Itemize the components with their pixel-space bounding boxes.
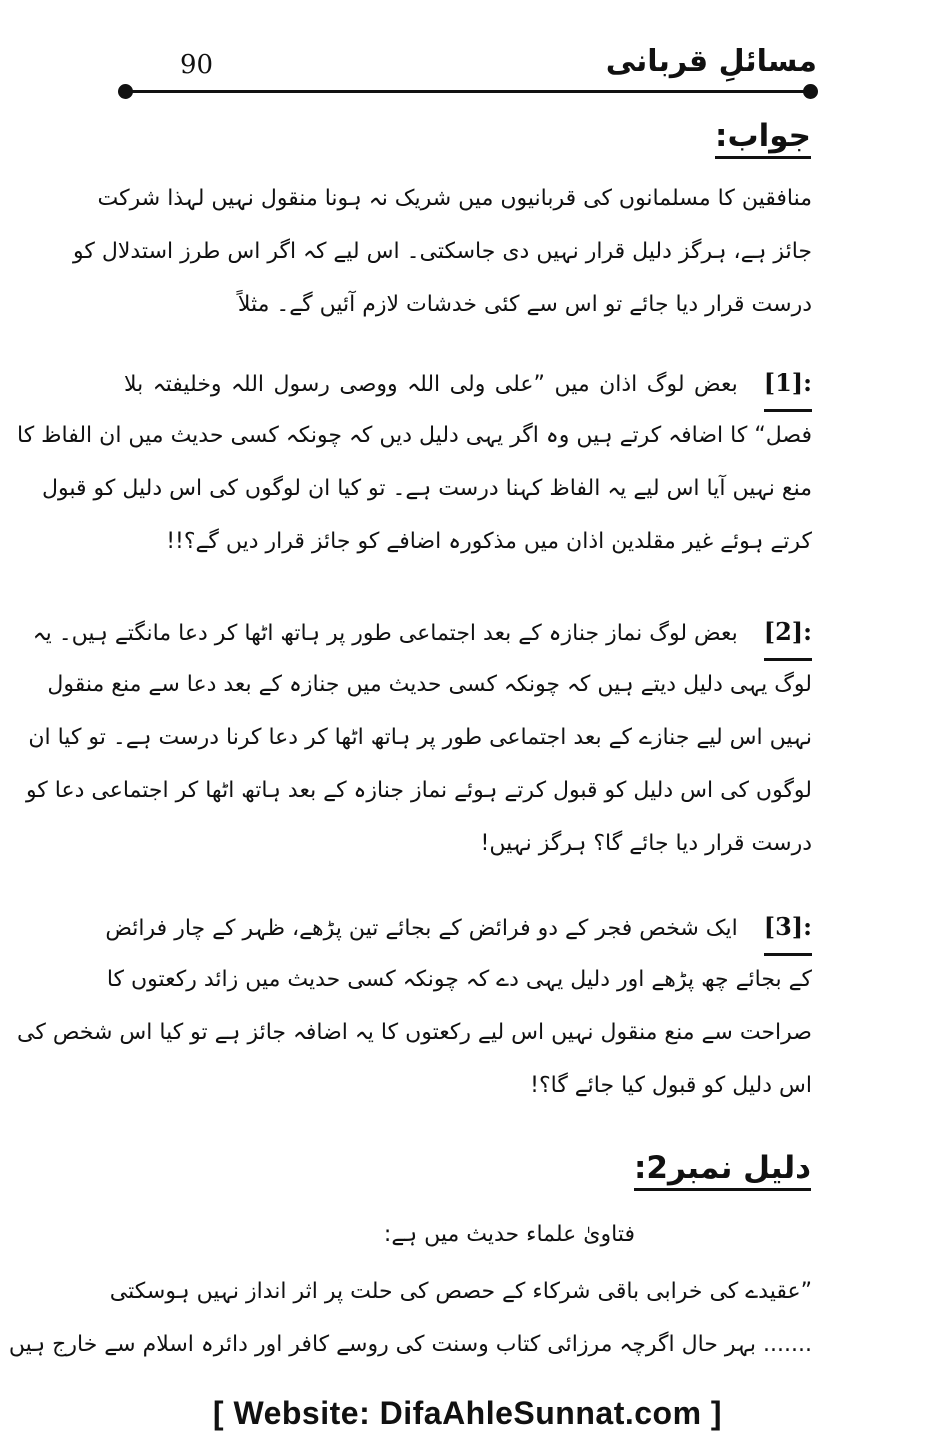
answer-paragraph <box>73 172 812 331</box>
point-1 <box>17 356 812 568</box>
text-line: صراحت سے منع منقول نہیں اس لیے رکعتوں کا یہ اضافہ جائز ہے تو کیا اس شخص کی <box>17 1020 812 1045</box>
header-rule-left-dot <box>118 84 133 99</box>
point-3 <box>17 900 812 1112</box>
text-line: نہیں اس لیے جنازے کے بعد اجتماعی طور پر ہاتھ اٹھا کر دعا کرنا درست ہے۔ تو کیا ان <box>28 725 812 750</box>
text-line: کے بجائے چھ پڑھے اور دلیل یہی دے کہ چونکہ کسی حدیث میں زائد رکعتوں کا <box>106 967 812 992</box>
text-line: منع نہیں آیا اس لیے یہ الفاظ کہنا درست ہے۔ تو کیا ان لوگوں کی اس دلیل کو قبول <box>42 476 812 501</box>
book-title: مسائلِ قربانی <box>605 44 817 79</box>
text-line: فصل“ کا اضافہ کرتے ہیں وہ اگر یہی دلیل دیں کہ چونکہ کسی حدیث میں ان الفاظ کا <box>17 423 812 448</box>
text-line: بعض لوگ اذان میں ”علی ولی اللہ ووصی رسول اللہ وخلیفتہ بلا <box>124 372 738 397</box>
text-line: جائز ہے، ہرگز دلیل قرار نہیں دی جاسکتی۔ اس لیے کہ اگر اس طرز استدلال کو <box>73 239 812 264</box>
text-line: درست قرار دیا جائے گا؟ ہرگز نہیں! <box>480 831 812 856</box>
point-number: [3]: <box>764 900 812 956</box>
text-line: اس دلیل کو قبول کیا جائے گا؟! <box>530 1073 812 1098</box>
text-line: ایک شخص فجر کے دو فرائض کے بجائے تین پڑھے، ظہر کے چار فرائض <box>105 916 738 941</box>
point-number: [2]: <box>764 605 812 661</box>
point-2 <box>25 605 812 870</box>
text-line: درست قرار دیا جائے تو اس سے کئی خدشات لازم آئیں گے۔ مثلاً <box>237 292 812 317</box>
fatawa-intro: فتاویٰ علماء حدیث میں ہے: <box>383 1222 635 1247</box>
text-line: لوگوں کی اس دلیل کو قبول کرتے ہوئے نماز جنازہ کے بعد ہاتھ اٹھا کر اجتماعی دعا کو <box>25 778 812 803</box>
text-line: کرتے ہوئے غیر مقلدین اذان میں مذکورہ اضافے کو جائز قرار دیں گے؟!! <box>166 529 812 554</box>
page-number: 90 <box>180 50 214 80</box>
quote-line: ....... بہر حال اگرچہ مرزائی کتاب وسنت کی روسے کافر اور دائرہ اسلام سے خارج ہیں <box>8 1332 812 1357</box>
argument-2-heading: دلیل نمبر2: <box>634 1150 811 1186</box>
text-line: لوگ یہی دلیل دیتے ہیں کہ چونکہ کسی حدیث میں جنازہ کے بعد دعا سے منع منقول <box>47 672 812 697</box>
answer-heading: جواب: <box>715 118 811 154</box>
quote-line: ”عقیدے کی خرابی باقی شرکاء کے حصص کی حلت پر اثر انداز نہیں ہوسکتی <box>109 1279 812 1304</box>
point-number: [1]: <box>764 356 812 412</box>
header-rule <box>126 90 810 93</box>
website-footer: [ Website: DifaAhleSunnat.com ] <box>212 1395 723 1431</box>
text-line: منافقین کا مسلمانوں کی قربانیوں میں شریک نہ ہونا منقول نہیں لہذا شرکت <box>97 186 812 211</box>
text-line: بعض لوگ نماز جنازہ کے بعد اجتماعی طور پر ہاتھ اٹھا کر دعا مانگتے ہیں۔ یہ <box>32 621 738 646</box>
header-rule-right-dot <box>803 84 818 99</box>
quote-block <box>8 1265 812 1371</box>
